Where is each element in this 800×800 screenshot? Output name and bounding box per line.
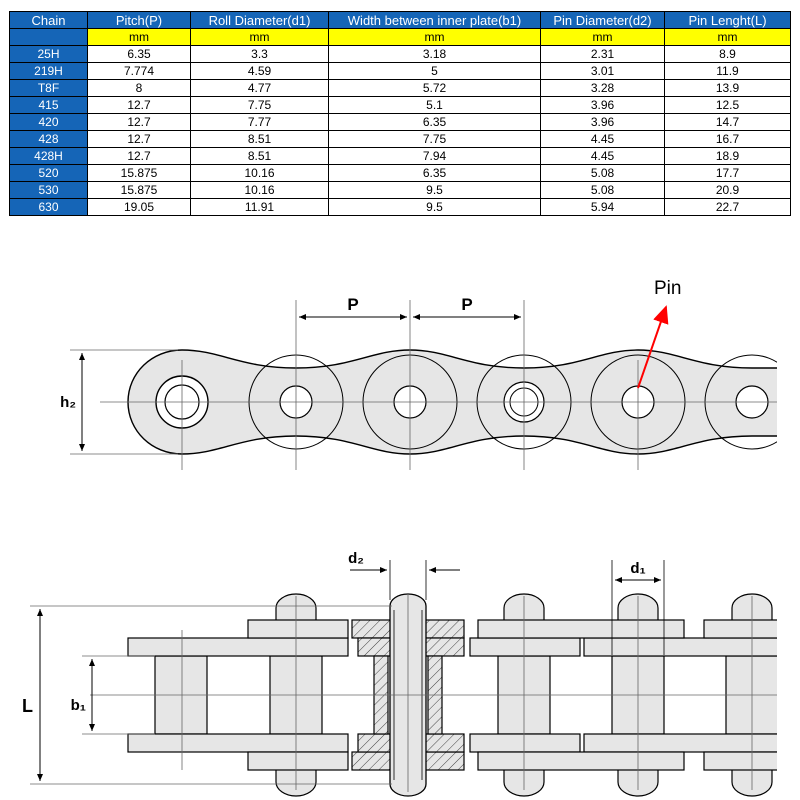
unit-roll-diameter: mm (191, 29, 329, 46)
roll-diameter-cell: 7.75 (191, 97, 329, 114)
outer-plate (248, 620, 348, 638)
header-row (10, 12, 791, 29)
inner-width-cell: 7.75 (329, 131, 541, 148)
unit-pin-diameter: mm (541, 29, 665, 46)
table-row (10, 63, 791, 80)
inner-plate (584, 734, 784, 752)
pin-length-cell: 17.7 (665, 165, 791, 182)
pitch-label: P (461, 295, 473, 314)
inner-width-label: b₁ (70, 697, 86, 714)
chain-cell: T8F (10, 80, 88, 97)
outer-plate (704, 620, 794, 638)
chain-cell: 520 (10, 165, 88, 182)
header-roll-diameter: Roll Diameter(d1) (191, 12, 329, 29)
pin-diameter-label: d₂ (348, 550, 364, 567)
inner-plate (470, 638, 580, 656)
pin-diameter-cell: 3.96 (541, 114, 665, 131)
chain-cell: 25H (10, 46, 88, 63)
height-label: h₂ (60, 394, 76, 411)
outer-plate (478, 752, 684, 770)
inner-width-cell: 9.5 (329, 182, 541, 199)
pin-length-cell: 14.7 (665, 114, 791, 131)
chain-cell: 530 (10, 182, 88, 199)
pitch-cell: 12.7 (88, 148, 191, 165)
roll-diameter-cell: 7.77 (191, 114, 329, 131)
chain-cell: 415 (10, 97, 88, 114)
pitch-cell: 12.7 (88, 131, 191, 148)
pin-length-cell: 20.9 (665, 182, 791, 199)
pin-diameter-cell: 4.45 (541, 148, 665, 165)
pitch-label: P (347, 295, 359, 314)
unit-pin-length: mm (665, 29, 791, 46)
roll-diameter-cell: 4.77 (191, 80, 329, 97)
header-inner-width: Width between inner plate(b1) (329, 12, 541, 29)
pin-diameter-cell: 5.08 (541, 182, 665, 199)
outer-plate (248, 752, 348, 770)
inner-width-cell: 5.72 (329, 80, 541, 97)
unit-pitch: mm (88, 29, 191, 46)
units-row (10, 29, 791, 46)
table-row (10, 80, 791, 97)
pin-diameter-dimension (348, 550, 460, 600)
inner-width-cell: 7.94 (329, 148, 541, 165)
roll-diameter-cell: 4.59 (191, 63, 329, 80)
chain-cell: 428 (10, 131, 88, 148)
roll-diameter-cell: 8.51 (191, 131, 329, 148)
chain-diagram (0, 250, 800, 800)
inner-width-cell: 5.1 (329, 97, 541, 114)
roll-diameter-cell: 10.16 (191, 182, 329, 199)
pin-length-cell: 8.9 (665, 46, 791, 63)
inner-plate (128, 638, 348, 656)
inner-width-cell: 9.5 (329, 199, 541, 216)
pitch-cell: 12.7 (88, 114, 191, 131)
pin-length-cell: 18.9 (665, 148, 791, 165)
roll-diameter-cell: 3.3 (191, 46, 329, 63)
side-view (100, 300, 799, 470)
inner-width-cell: 6.35 (329, 165, 541, 182)
chain-spec-table (9, 11, 791, 216)
unit-chain (10, 29, 88, 46)
pin-diameter-cell: 3.28 (541, 80, 665, 97)
header-pitch: Pitch(P) (88, 12, 191, 29)
roll-diameter-cell: 11.91 (191, 199, 329, 216)
chain-cell: 219H (10, 63, 88, 80)
inner-plate (128, 734, 348, 752)
inner-width-cell: 5 (329, 63, 541, 80)
pin-length-cell: 12.5 (665, 97, 791, 114)
chain-cell: 428H (10, 148, 88, 165)
outer-plate (478, 620, 684, 638)
pitch-cell: 7.774 (88, 63, 191, 80)
pin-diameter-cell: 3.01 (541, 63, 665, 80)
header-pin-length: Pin Lenght(L) (665, 12, 791, 29)
header-pin-diameter: Pin Diameter(d2) (541, 12, 665, 29)
chain-cell: 420 (10, 114, 88, 131)
roll-diameter-cell: 8.51 (191, 148, 329, 165)
roll-diameter-cell: 10.16 (191, 165, 329, 182)
chain-cell: 630 (10, 199, 88, 216)
pin-diameter-cell: 3.96 (541, 97, 665, 114)
pin-diameter-cell: 4.45 (541, 131, 665, 148)
table-row (10, 148, 791, 165)
table-row (10, 199, 791, 216)
table-row (10, 165, 791, 182)
length-label: L (22, 696, 33, 716)
table-row (10, 46, 791, 63)
table-row (10, 97, 791, 114)
header-chain: Chain (10, 12, 88, 29)
pin-length-cell: 11.9 (665, 63, 791, 80)
table-row (10, 114, 791, 131)
pitch-cell: 8 (88, 80, 191, 97)
pin-length-cell: 16.7 (665, 131, 791, 148)
pin-diameter-cell: 2.31 (541, 46, 665, 63)
table-row (10, 182, 791, 199)
pitch-cell: 12.7 (88, 97, 191, 114)
inner-plate (584, 638, 784, 656)
pin-diameter-cell: 5.08 (541, 165, 665, 182)
pin-label: Pin (654, 278, 682, 299)
pin-length-cell: 13.9 (665, 80, 791, 97)
pin-diameter-cell: 5.94 (541, 199, 665, 216)
pitch-cell: 15.875 (88, 182, 191, 199)
pin-length-cell: 22.7 (665, 199, 791, 216)
unit-inner-width: mm (329, 29, 541, 46)
top-view (90, 594, 794, 796)
inner-plate (470, 734, 580, 752)
pitch-cell: 15.875 (88, 165, 191, 182)
inner-width-cell: 6.35 (329, 114, 541, 131)
inner-width-cell: 3.18 (329, 46, 541, 63)
pitch-cell: 6.35 (88, 46, 191, 63)
table-row (10, 131, 791, 148)
outer-plate (704, 752, 794, 770)
roller-diameter-label: d₁ (630, 560, 646, 577)
pitch-cell: 19.05 (88, 199, 191, 216)
